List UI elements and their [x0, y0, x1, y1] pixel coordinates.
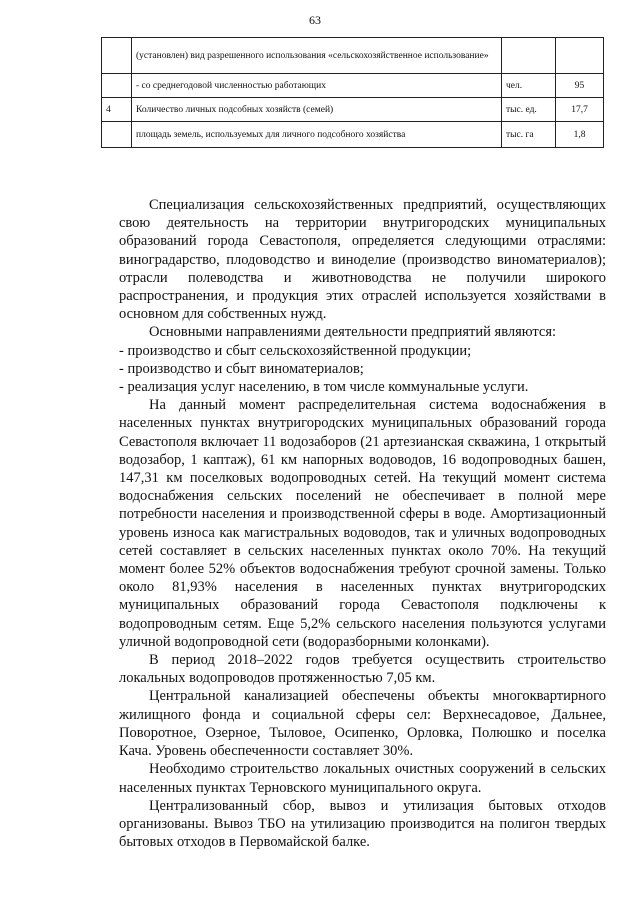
statistics-table: [101, 37, 604, 148]
table-row: [102, 38, 604, 74]
page-number: 63: [309, 13, 321, 27]
paragraph-water-construction: В период 2018–2022 годов требуется осуществить строительство локальных водопроводов протяженностью 7,05 км.: [119, 652, 606, 687]
row-number-cell: 4: [102, 98, 132, 122]
row-name-cell: - со среднегодовой численностью работающих: [132, 74, 502, 98]
paragraph-treatment-facilities: Необходимо строительство локальных очистных сооружений в сельских населенных пунктах Терновского муниципального округа.: [119, 761, 606, 796]
list-item: - производство и сбыт сельскохозяйственной продукции;: [119, 342, 472, 359]
row-number-cell: [102, 122, 132, 148]
row-unit-cell: тыс. га: [502, 122, 556, 148]
paragraph-water-supply: На данный момент распределительная система водоснабжения в населенных пунктах внутригородских муниципальных образований города Севастополя включает 11 водозаборов (21 артезианская скважина, 1 открытый водозабор, 1 каптаж), 61 км напорных водоводов, 16 водопроводных башен, 147,31 км поселковых водопроводных сетей. На текущий момент система водоснабжения сельских поселений не обеспечивает в полной мере потребности населения и производственной сферы в воде. Амортизационный уровень износа как магистральных водоводов, так и уличных водопроводных сетей составляет в сельских населенных пунктах около 70%. На текущий момент более 52% объектов водоснабжения требуют срочной замены. Только около 81,93% населения в населенных пунктах внутригородских муниципальных образований города Севастополя подключены к водопроводным сетям. Еще 5,2% сельского населения пользуются услугами уличной водопроводной сети (водоразборными колонками).: [119, 397, 606, 650]
row-value-cell: [556, 38, 604, 74]
row-value-cell: 17,7: [556, 98, 604, 122]
table-row: [102, 74, 604, 98]
table-row: [102, 98, 604, 122]
row-number-cell: [102, 74, 132, 98]
row-name-cell: (установлен) вид разрешенного использования «сельскохозяйственное использование»: [132, 38, 502, 74]
paragraph-directions-intro: Основными направлениями деятельности предприятий являются:: [149, 324, 557, 341]
paragraph-sewerage: Центральной канализацией обеспечены объекты многоквартирного жилищного фонда и социальной сферы сел: Верхнесадовое, Дальнее, Поворотное, Озерное, Тыловое, Осипенко, Орловка, Полюшко и поселка Кача. Уровень обеспеченности составляет 30%.: [119, 688, 606, 760]
list-item: - производство и сбыт виноматериалов;: [119, 360, 364, 377]
table-row: [102, 122, 604, 148]
row-number-cell: [102, 38, 132, 74]
list-item: - реализация услуг населению, в том числе коммунальные услуги.: [119, 379, 529, 396]
paragraph-waste-collection: Централизованный сбор, вывоз и утилизация бытовых отходов организованы. Вывоз ТБО на утилизацию производится на полигон твердых бытовых отходов в Первомайской балке.: [119, 797, 606, 851]
row-name-cell: Количество личных подсобных хозяйств (семей): [132, 98, 502, 122]
row-name-cell: площадь земель, используемых для личного подсобного хозяйства: [132, 122, 502, 148]
row-value-cell: 95: [556, 74, 604, 98]
paragraph-specialization: Специализация сельскохозяйственных предприятий, осуществляющих свою деятельность на территории внутригородских муниципальных образований города Севастополя, определяется следующими отраслями: виноградарство, плодоводство и виноделие (производство виноматериалов); отрасли полеводства и животноводства не получили широкого распространения, и продукция этих отраслей используется хозяйствами в основном для собственных нужд.: [119, 197, 606, 323]
body-text: [119, 196, 606, 851]
row-value-cell: 1,8: [556, 122, 604, 148]
row-unit-cell: чел.: [502, 74, 556, 98]
row-unit-cell: тыс. ед.: [502, 98, 556, 122]
row-unit-cell: [502, 38, 556, 74]
